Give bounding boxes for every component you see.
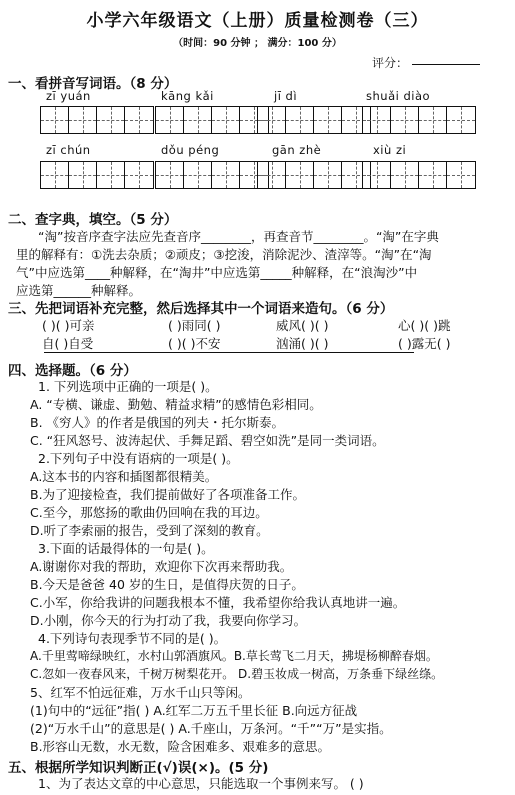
score-field bbox=[372, 54, 480, 71]
q4-options-cd: C.忽如一夜春风来，千树万树梨花开。 D.碧玉妆成一树高，万条垂下绿丝绦。 bbox=[30, 667, 444, 681]
pinyin-5: zī chún bbox=[46, 143, 91, 157]
answer-grid-5[interactable] bbox=[40, 161, 154, 189]
idiom-blank-4[interactable]: 心( )( )跳 bbox=[398, 318, 451, 333]
answer-grid-6[interactable] bbox=[155, 161, 269, 189]
page-title: 小学六年级语文（上册）质量检测卷（三） bbox=[86, 11, 429, 31]
q5-stem: 5、红军不怕远征难，万水千山只等闲。 bbox=[30, 685, 251, 700]
q3-option-d: D.小刚，你今天的行为打动了我，我要向你学习。 bbox=[30, 613, 307, 628]
pinyin-6: dǒu péng bbox=[161, 143, 220, 157]
idiom-blank-5[interactable]: 自( )自受 bbox=[42, 336, 94, 351]
q3-option-c: C.小军，你给我讲的问题我根本不懂，我希望你给我认真地讲一遍。 bbox=[30, 595, 406, 610]
answer-grid-4[interactable] bbox=[362, 106, 476, 134]
q3-stem: 3.下面的话最得体的一句是( )。 bbox=[38, 541, 214, 556]
q5-part2-option-b: B.形容山无数，水无数，险含困难多、艰难多的意思。 bbox=[30, 739, 331, 754]
section1-title: 一、看拼音写词语。（8 分） bbox=[8, 76, 178, 92]
section3-title: 三、先把词语补充完整，然后选择其中一个词语来造句。（6 分） bbox=[8, 301, 394, 317]
q3-option-b: B.今天是爸爸 40 岁的生日，是值得庆贺的日子。 bbox=[30, 577, 304, 592]
idiom-blank-1[interactable]: ( )( )可亲 bbox=[42, 318, 95, 333]
section2-line-4: 应选第______种解释。 bbox=[16, 283, 142, 298]
idiom-blank-7[interactable]: 汹涌( )( ) bbox=[276, 336, 329, 351]
sentence-answer-line[interactable] bbox=[44, 352, 414, 353]
answer-grid-2[interactable] bbox=[155, 106, 269, 134]
q1-option-a: A. “专横、谦虚、勤勉、精益求精”的感情色彩相同。 bbox=[30, 397, 322, 412]
q4-options-ab: A.千里莺啼绿映红，水村山郭酒旗风。B.草长莺飞二月天，拂堤杨柳醉春烟。 bbox=[30, 649, 438, 663]
q3-option-a: A.谢谢你对我的帮助，欢迎你下次再来帮助我。 bbox=[30, 559, 293, 574]
exam-meta: （时间：90 分钟 ； 满分：100 分） bbox=[173, 38, 342, 49]
pinyin-2: kāng kǎi bbox=[161, 89, 214, 103]
section2-line-3: 气”中应选第____种解释，在“淘井”中应选第_____种解释，在“浪淘沙”中 bbox=[16, 265, 418, 280]
section2-line-1: “淘”按音序查字法应先查音序________，再查音节________。“淘”在字典 bbox=[38, 229, 439, 244]
q2-option-c: C.至今，那悠扬的歌曲仍回响在我的耳边。 bbox=[30, 505, 268, 520]
pinyin-1: zī yuán bbox=[46, 89, 91, 103]
answer-grid-3[interactable] bbox=[257, 106, 371, 134]
section4-title: 四、选择题。（6 分） bbox=[8, 363, 137, 379]
section5-title: 五、根据所学知识判断正(√)误(×)。(5 分) bbox=[8, 760, 269, 776]
q2-stem: 2.下列句子中没有语病的一项是( )。 bbox=[38, 451, 239, 466]
idiom-blank-2[interactable]: ( )雨同( ) bbox=[168, 318, 221, 333]
idiom-blank-3[interactable]: 威风( )( ) bbox=[276, 318, 329, 333]
q5-part1: (1)句中的“远征”指( ) A.红军二万五千里长征 B.向远方征战 bbox=[30, 703, 358, 718]
answer-grid-1[interactable] bbox=[40, 106, 154, 134]
pinyin-7: gān zhè bbox=[272, 143, 322, 157]
idiom-blank-8[interactable]: ( )露无( ) bbox=[398, 336, 451, 351]
section2-title: 二、查字典，填空。（5 分） bbox=[8, 212, 178, 228]
q2-option-a: A.这本书的内容和插图都很精美。 bbox=[30, 469, 218, 484]
pinyin-8: xiù zi bbox=[373, 143, 407, 157]
pinyin-4: shuǎi diào bbox=[366, 89, 431, 103]
idiom-blank-6[interactable]: ( )( )不安 bbox=[168, 336, 221, 351]
pinyin-3: jī dì bbox=[274, 89, 298, 103]
q5-part2: (2)“万水千山”的意思是( ) A.千座山，万条河。“千”“万”是实指。 bbox=[30, 721, 392, 736]
q1-stem: 1. 下列选项中正确的一项是( )。 bbox=[38, 379, 218, 394]
section2-line-2: 里的解释有：①洗去杂质；②顽皮；③挖浚，消除泥沙、渣滓等。“淘”在“淘 bbox=[16, 247, 432, 262]
judge-item-1: 1、为了表达文章的中心意思，只能选取一个事例来写。 ( ) bbox=[38, 776, 364, 791]
q2-option-d: D.听了李索丽的报告，受到了深刻的教育。 bbox=[30, 523, 269, 538]
q1-option-c: C. “狂风怒号、波涛起伏、手舞足蹈、碧空如洗”是同一类词语。 bbox=[30, 433, 385, 448]
q2-option-b: B.为了迎接检查，我们提前做好了各项准备工作。 bbox=[30, 487, 306, 502]
q4-stem: 4.下列诗句表现季节不同的是( )。 bbox=[38, 631, 227, 646]
q1-option-b: B. 《穷人》的作者是俄国的列夫・托尔斯泰。 bbox=[30, 415, 285, 430]
answer-grid-7[interactable] bbox=[257, 161, 371, 189]
score-label: 评分： bbox=[372, 56, 409, 70]
answer-grid-8[interactable] bbox=[362, 161, 476, 189]
score-blank[interactable] bbox=[412, 64, 480, 65]
